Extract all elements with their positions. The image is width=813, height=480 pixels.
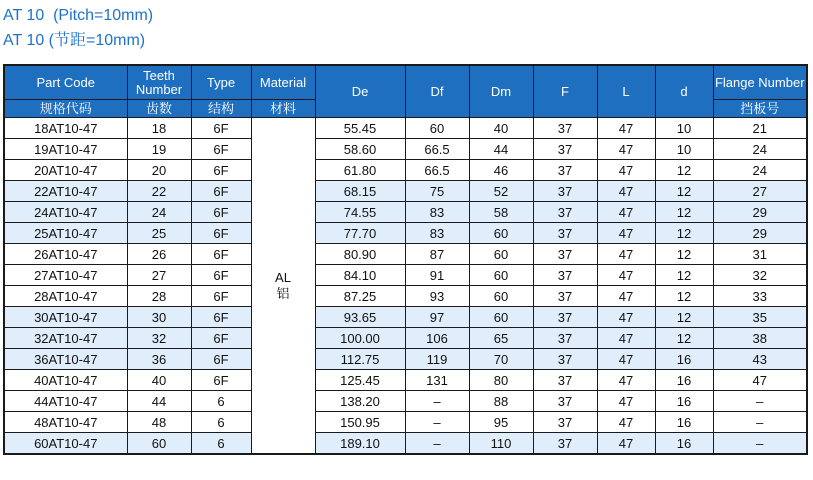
cell-part-code: 22AT10-47 (4, 181, 127, 202)
cell-teeth: 48 (127, 412, 191, 433)
table-row (4, 139, 807, 160)
table-row (4, 370, 807, 391)
cell-teeth: 19 (127, 139, 191, 160)
cell-teeth: 40 (127, 370, 191, 391)
cell-l: 47 (597, 433, 655, 455)
table-row (4, 286, 807, 307)
cell-df: – (405, 433, 469, 455)
cell-dm: 70 (469, 349, 533, 370)
cell-d: 16 (655, 349, 713, 370)
title-english: AT 10 (Pitch=10mm) (3, 7, 154, 24)
cell-f: 37 (533, 307, 597, 328)
cell-d: 12 (655, 223, 713, 244)
cell-df: – (405, 391, 469, 412)
spec-table-wrapper (3, 64, 808, 455)
cell-part-code: 40AT10-47 (4, 370, 127, 391)
cell-teeth: 24 (127, 202, 191, 223)
title-chinese: AT 10 (节距=10mm) (3, 32, 146, 49)
cell-f: 37 (533, 202, 597, 223)
material-en: AL (275, 269, 291, 285)
cell-flange: 24 (713, 139, 807, 160)
cell-type: 6F (191, 328, 251, 349)
table-row (4, 160, 807, 181)
cell-teeth: 32 (127, 328, 191, 349)
cell-d: 12 (655, 265, 713, 286)
cell-l: 47 (597, 265, 655, 286)
cell-df: – (405, 412, 469, 433)
cell-part-code: 48AT10-47 (4, 412, 127, 433)
cell-f: 37 (533, 286, 597, 307)
cell-de: 189.10 (315, 433, 405, 455)
header-d: d (655, 65, 713, 118)
cell-dm: 60 (469, 223, 533, 244)
cell-type: 6F (191, 286, 251, 307)
table-row (4, 118, 807, 139)
cell-type: 6 (191, 433, 251, 455)
cell-f: 37 (533, 328, 597, 349)
cell-l: 47 (597, 160, 655, 181)
cell-l: 47 (597, 328, 655, 349)
cell-dm: 60 (469, 265, 533, 286)
cell-part-code: 28AT10-47 (4, 286, 127, 307)
cell-l: 47 (597, 286, 655, 307)
cell-flange: 29 (713, 202, 807, 223)
cell-d: 16 (655, 391, 713, 412)
cell-de: 125.45 (315, 370, 405, 391)
cell-df: 87 (405, 244, 469, 265)
table-body (4, 118, 807, 455)
table-row (4, 328, 807, 349)
cell-de: 80.90 (315, 244, 405, 265)
cell-d: 12 (655, 160, 713, 181)
cell-teeth: 26 (127, 244, 191, 265)
cell-flange: – (713, 412, 807, 433)
cell-type: 6F (191, 307, 251, 328)
table-row (4, 265, 807, 286)
cell-l: 47 (597, 391, 655, 412)
cell-dm: 58 (469, 202, 533, 223)
cell-f: 37 (533, 349, 597, 370)
cell-f: 37 (533, 223, 597, 244)
cell-f: 37 (533, 265, 597, 286)
cell-dm: 88 (469, 391, 533, 412)
cell-type: 6F (191, 223, 251, 244)
cell-flange: – (713, 433, 807, 455)
cell-dm: 52 (469, 181, 533, 202)
header-flange-cn: 挡板号 (713, 100, 807, 118)
cell-de: 58.60 (315, 139, 405, 160)
cell-f: 37 (533, 160, 597, 181)
cell-d: 12 (655, 244, 713, 265)
cell-part-code: 27AT10-47 (4, 265, 127, 286)
title-block (3, 3, 153, 53)
table-row (4, 391, 807, 412)
cell-part-code: 32AT10-47 (4, 328, 127, 349)
cell-type: 6 (191, 412, 251, 433)
cell-type: 6F (191, 139, 251, 160)
cell-l: 47 (597, 307, 655, 328)
cell-part-code: 18AT10-47 (4, 118, 127, 139)
cell-d: 12 (655, 328, 713, 349)
cell-de: 138.20 (315, 391, 405, 412)
cell-part-code: 19AT10-47 (4, 139, 127, 160)
cell-d: 16 (655, 412, 713, 433)
cell-flange: 38 (713, 328, 807, 349)
cell-type: 6F (191, 370, 251, 391)
header-dm: Dm (469, 65, 533, 118)
cell-l: 47 (597, 118, 655, 139)
cell-de: 112.75 (315, 349, 405, 370)
cell-de: 93.65 (315, 307, 405, 328)
cell-flange: 24 (713, 160, 807, 181)
cell-dm: 60 (469, 244, 533, 265)
cell-teeth: 60 (127, 433, 191, 455)
cell-l: 47 (597, 370, 655, 391)
cell-d: 12 (655, 286, 713, 307)
cell-part-code: 26AT10-47 (4, 244, 127, 265)
cell-l: 47 (597, 412, 655, 433)
header-de: De (315, 65, 405, 118)
header-flange: Flange Number (713, 65, 807, 100)
cell-flange: 29 (713, 223, 807, 244)
cell-flange: 35 (713, 307, 807, 328)
cell-material (251, 118, 315, 455)
cell-l: 47 (597, 181, 655, 202)
cell-d: 16 (655, 370, 713, 391)
cell-dm: 80 (469, 370, 533, 391)
cell-dm: 46 (469, 160, 533, 181)
cell-f: 37 (533, 244, 597, 265)
cell-type: 6F (191, 265, 251, 286)
header-df: Df (405, 65, 469, 118)
table-row (4, 412, 807, 433)
header-material-cn: 材料 (251, 100, 315, 118)
header-type-cn: 结构 (191, 100, 251, 118)
cell-de: 150.95 (315, 412, 405, 433)
cell-part-code: 30AT10-47 (4, 307, 127, 328)
header-l: L (597, 65, 655, 118)
cell-flange: 31 (713, 244, 807, 265)
cell-df: 93 (405, 286, 469, 307)
cell-teeth: 18 (127, 118, 191, 139)
cell-df: 91 (405, 265, 469, 286)
cell-dm: 44 (469, 139, 533, 160)
cell-f: 37 (533, 181, 597, 202)
cell-part-code: 36AT10-47 (4, 349, 127, 370)
table-row (4, 349, 807, 370)
cell-flange: 27 (713, 181, 807, 202)
cell-d: 10 (655, 118, 713, 139)
cell-df: 106 (405, 328, 469, 349)
table-row (4, 202, 807, 223)
cell-type: 6F (191, 349, 251, 370)
header-teeth-cn: 齿数 (127, 100, 191, 118)
table-row (4, 223, 807, 244)
cell-teeth: 20 (127, 160, 191, 181)
table-row (4, 433, 807, 455)
cell-l: 47 (597, 223, 655, 244)
cell-l: 47 (597, 202, 655, 223)
cell-df: 66.5 (405, 139, 469, 160)
cell-df: 97 (405, 307, 469, 328)
cell-d: 12 (655, 307, 713, 328)
material-cn: 铝 (276, 285, 290, 301)
cell-type: 6F (191, 244, 251, 265)
cell-flange: 32 (713, 265, 807, 286)
cell-teeth: 22 (127, 181, 191, 202)
cell-dm: 40 (469, 118, 533, 139)
cell-de: 84.10 (315, 265, 405, 286)
cell-part-code: 24AT10-47 (4, 202, 127, 223)
header-material: Material (251, 65, 315, 100)
table-row (4, 244, 807, 265)
cell-part-code: 20AT10-47 (4, 160, 127, 181)
cell-f: 37 (533, 412, 597, 433)
cell-f: 37 (533, 391, 597, 412)
cell-flange: 33 (713, 286, 807, 307)
cell-flange: 21 (713, 118, 807, 139)
cell-teeth: 44 (127, 391, 191, 412)
cell-df: 75 (405, 181, 469, 202)
cell-dm: 110 (469, 433, 533, 455)
table-row (4, 181, 807, 202)
cell-df: 66.5 (405, 160, 469, 181)
cell-dm: 65 (469, 328, 533, 349)
cell-part-code: 60AT10-47 (4, 433, 127, 455)
header-f: F (533, 65, 597, 118)
cell-de: 87.25 (315, 286, 405, 307)
cell-df: 83 (405, 202, 469, 223)
cell-type: 6F (191, 202, 251, 223)
cell-teeth: 30 (127, 307, 191, 328)
cell-dm: 60 (469, 307, 533, 328)
cell-d: 16 (655, 433, 713, 455)
cell-l: 47 (597, 139, 655, 160)
cell-teeth: 28 (127, 286, 191, 307)
cell-part-code: 25AT10-47 (4, 223, 127, 244)
cell-f: 37 (533, 433, 597, 455)
cell-teeth: 25 (127, 223, 191, 244)
cell-de: 68.15 (315, 181, 405, 202)
cell-flange: – (713, 391, 807, 412)
cell-d: 12 (655, 181, 713, 202)
cell-f: 37 (533, 118, 597, 139)
spec-table (3, 64, 808, 455)
table-row (4, 307, 807, 328)
cell-type: 6F (191, 160, 251, 181)
cell-dm: 60 (469, 286, 533, 307)
cell-l: 47 (597, 349, 655, 370)
header-type: Type (191, 65, 251, 100)
cell-flange: 43 (713, 349, 807, 370)
cell-teeth: 36 (127, 349, 191, 370)
cell-de: 100.00 (315, 328, 405, 349)
cell-teeth: 27 (127, 265, 191, 286)
cell-df: 131 (405, 370, 469, 391)
cell-df: 119 (405, 349, 469, 370)
header-teeth: Teeth Number (127, 65, 191, 100)
cell-d: 10 (655, 139, 713, 160)
cell-d: 12 (655, 202, 713, 223)
cell-de: 77.70 (315, 223, 405, 244)
cell-part-code: 44AT10-47 (4, 391, 127, 412)
cell-dm: 95 (469, 412, 533, 433)
header-part-code-cn: 规格代码 (4, 100, 127, 118)
cell-de: 55.45 (315, 118, 405, 139)
cell-de: 74.55 (315, 202, 405, 223)
cell-f: 37 (533, 139, 597, 160)
header-part-code: Part Code (4, 65, 127, 100)
cell-type: 6F (191, 181, 251, 202)
cell-flange: 47 (713, 370, 807, 391)
cell-df: 60 (405, 118, 469, 139)
cell-type: 6F (191, 118, 251, 139)
cell-de: 61.80 (315, 160, 405, 181)
cell-l: 47 (597, 244, 655, 265)
cell-df: 83 (405, 223, 469, 244)
cell-type: 6 (191, 391, 251, 412)
cell-f: 37 (533, 370, 597, 391)
